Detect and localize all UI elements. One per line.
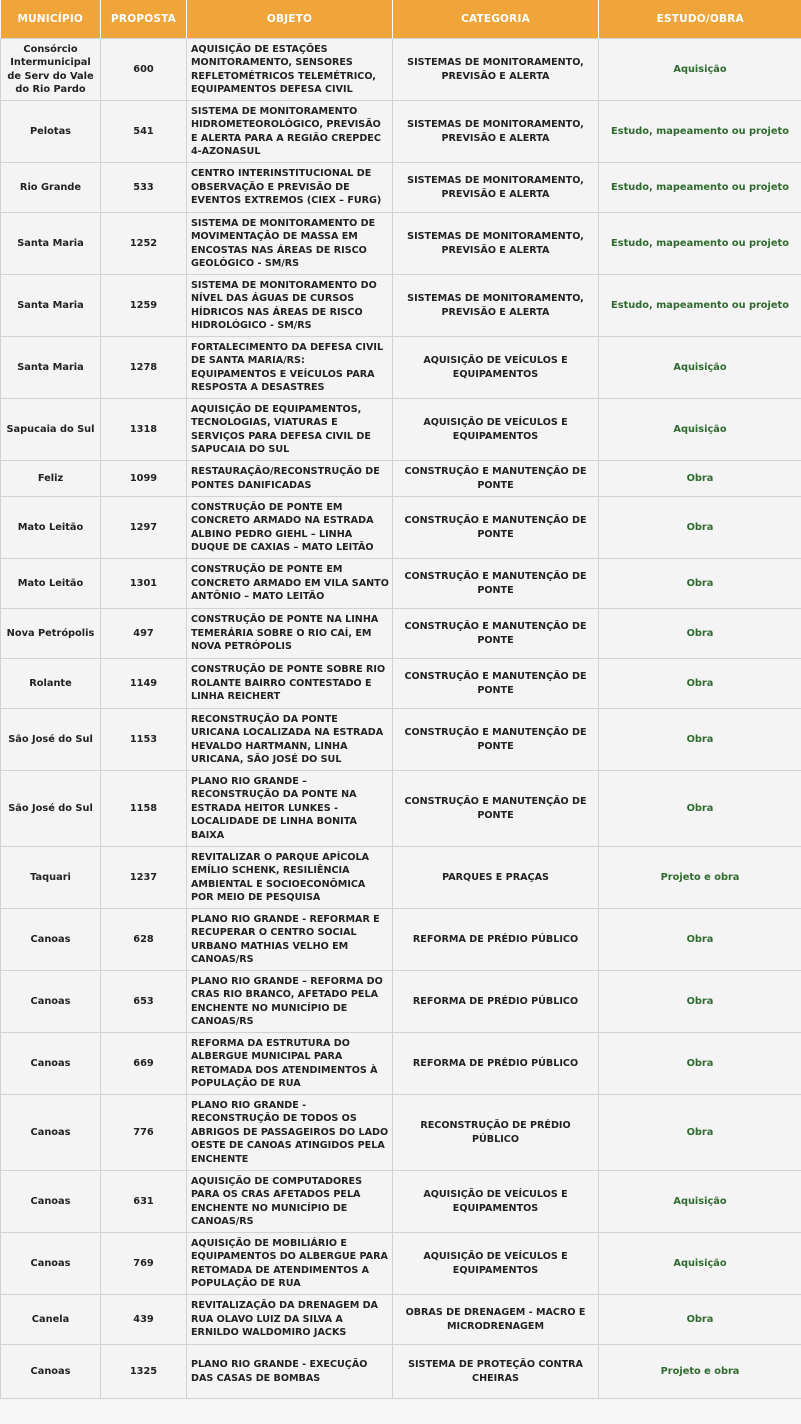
cell-estudo-obra: Estudo, mapeamento ou projeto: [599, 213, 801, 275]
cell-estudo-obra: Aquisição: [599, 1171, 801, 1233]
table-row: [1, 275, 801, 337]
table-row: [1, 1233, 801, 1295]
cell-categoria: REFORMA DE PRÉDIO PÚBLICO: [393, 909, 599, 971]
cell-categoria: REFORMA DE PRÉDIO PÚBLICO: [393, 1033, 599, 1095]
cell-objeto: REVITALIZAÇÃO DA DRENAGEM DA RUA OLAVO LUIZ DA SILVA A ERNILDO WALDOMIRO JACKS: [187, 1295, 393, 1345]
cell-categoria: SISTEMAS DE MONITORAMENTO, PREVISÃO E ALERTA: [393, 163, 599, 213]
cell-municipio: Taquari: [1, 847, 101, 909]
cell-estudo-obra: Obra: [599, 559, 801, 609]
header-objeto: OBJETO: [187, 0, 393, 39]
cell-municipio: Mato Leitão: [1, 497, 101, 559]
bottom-margin: [0, 1399, 801, 1419]
cell-proposta: 600: [101, 39, 187, 101]
cell-categoria: AQUISIÇÃO DE VEÍCULOS E EQUIPAMENTOS: [393, 1233, 599, 1295]
table-row: [1, 399, 801, 461]
cell-estudo-obra: Estudo, mapeamento ou projeto: [599, 163, 801, 213]
cell-estudo-obra: Aquisição: [599, 39, 801, 101]
header-categoria: CATEGORIA: [393, 0, 599, 39]
cell-objeto: SISTEMA DE MONITORAMENTO DE MOVIMENTAÇÃO DE MASSA EM ENCOSTAS NAS ÁREAS DE RISCO GEOLÓGICO - SM/RS: [187, 213, 393, 275]
cell-municipio: Canoas: [1, 1345, 101, 1399]
cell-proposta: 1158: [101, 771, 187, 847]
table-row: [1, 497, 801, 559]
cell-categoria: AQUISIÇÃO DE VEÍCULOS E EQUIPAMENTOS: [393, 337, 599, 399]
cell-municipio: Sapucaia do Sul: [1, 399, 101, 461]
cell-objeto: AQUISIÇÃO DE EQUIPAMENTOS, TECNOLOGIAS, VIATURAS E SERVIÇOS PARA DEFESA CIVIL DE SAPUCAIA DO SUL: [187, 399, 393, 461]
cell-objeto: FORTALECIMENTO DA DEFESA CIVIL DE SANTA MARIA/RS: EQUIPAMENTOS E VEÍCULOS PARA RESPOSTA A DESASTRES: [187, 337, 393, 399]
cell-categoria: CONSTRUÇÃO E MANUTENÇÃO DE PONTE: [393, 559, 599, 609]
cell-municipio: Santa Maria: [1, 337, 101, 399]
cell-categoria: CONSTRUÇÃO E MANUTENÇÃO DE PONTE: [393, 497, 599, 559]
cell-objeto: SISTEMA DE MONITORAMENTO HIDROMETEOROLÓGICO, PREVISÃO E ALERTA PARA A REGIÃO CREPDEC 4-AZONASUL: [187, 101, 393, 163]
cell-categoria: AQUISIÇÃO DE VEÍCULOS E EQUIPAMENTOS: [393, 1171, 599, 1233]
cell-municipio: Canela: [1, 1295, 101, 1345]
cell-municipio: Rolante: [1, 659, 101, 709]
cell-objeto: CONSTRUÇÃO DE PONTE NA LINHA TEMERÁRIA SOBRE O RIO CAÍ, EM NOVA PETRÓPOLIS: [187, 609, 393, 659]
cell-objeto: AQUISIÇÃO DE MOBILIÁRIO E EQUIPAMENTOS DO ALBERGUE PARA RETOMADA DE ATENDIMENTOS A POPULAÇÃO DE RUA: [187, 1233, 393, 1295]
cell-proposta: 769: [101, 1233, 187, 1295]
table-row: [1, 337, 801, 399]
cell-categoria: CONSTRUÇÃO E MANUTENÇÃO DE PONTE: [393, 659, 599, 709]
cell-municipio: Canoas: [1, 1171, 101, 1233]
cell-municipio: Canoas: [1, 909, 101, 971]
table-row: [1, 847, 801, 909]
cell-objeto: REFORMA DA ESTRUTURA DO ALBERGUE MUNICIPAL PARA RETOMADA DOS ATENDIMENTOS À POPULAÇÃO DE RUA: [187, 1033, 393, 1095]
cell-objeto: RESTAURAÇÃO/RECONSTRUÇÃO DE PONTES DANIFICADAS: [187, 461, 393, 497]
table-row: [1, 1295, 801, 1345]
cell-proposta: 1318: [101, 399, 187, 461]
cell-municipio: Santa Maria: [1, 275, 101, 337]
cell-objeto: CONSTRUÇÃO DE PONTE EM CONCRETO ARMADO NA ESTRADA ALBINO PEDRO GIEHL – LINHA DUQUE DE CAXIAS – MATO LEITÃO: [187, 497, 393, 559]
cell-objeto: RECONSTRUÇÃO DA PONTE URICANA LOCALIZADA NA ESTRADA HEVALDO HARTMANN, LINHA URICANA, SÃO JOSÉ DO SUL: [187, 709, 393, 771]
table-row: [1, 971, 801, 1033]
table-row: [1, 213, 801, 275]
header-estudo-obra: ESTUDO/OBRA: [599, 0, 801, 39]
table-row: [1, 39, 801, 101]
cell-estudo-obra: Obra: [599, 971, 801, 1033]
cell-estudo-obra: Obra: [599, 461, 801, 497]
table-row: [1, 771, 801, 847]
table-header-row: [1, 0, 801, 39]
cell-estudo-obra: Obra: [599, 909, 801, 971]
header-proposta: PROPOSTA: [101, 0, 187, 39]
cell-categoria: PARQUES E PRAÇAS: [393, 847, 599, 909]
cell-categoria: SISTEMAS DE MONITORAMENTO, PREVISÃO E ALERTA: [393, 275, 599, 337]
cell-estudo-obra: Obra: [599, 497, 801, 559]
cell-categoria: CONSTRUÇÃO E MANUTENÇÃO DE PONTE: [393, 771, 599, 847]
cell-objeto: SISTEMA DE MONITORAMENTO DO NÍVEL DAS ÁGUAS DE CURSOS HÍDRICOS NAS ÁREAS DE RISCO HIDROLÓGICO - SM/RS: [187, 275, 393, 337]
cell-categoria: SISTEMA DE PROTEÇÃO CONTRA CHEIRAS: [393, 1345, 599, 1399]
cell-municipio: Mato Leitão: [1, 559, 101, 609]
table-row: [1, 461, 801, 497]
cell-municipio: Canoas: [1, 1095, 101, 1171]
cell-proposta: 1259: [101, 275, 187, 337]
cell-estudo-obra: Obra: [599, 709, 801, 771]
cell-proposta: 1149: [101, 659, 187, 709]
cell-proposta: 1278: [101, 337, 187, 399]
cell-estudo-obra: Obra: [599, 771, 801, 847]
cell-municipio: Canoas: [1, 1233, 101, 1295]
cell-objeto: AQUISIÇÃO DE COMPUTADORES PARA OS CRAS AFETADOS PELA ENCHENTE NO MUNICÍPIO DE CANOAS/RS: [187, 1171, 393, 1233]
cell-objeto: CONSTRUÇÃO DE PONTE EM CONCRETO ARMADO EM VILA SANTO ANTÔNIO – MATO LEITÃO: [187, 559, 393, 609]
cell-proposta: 533: [101, 163, 187, 213]
table-row: [1, 559, 801, 609]
cell-estudo-obra: Obra: [599, 1295, 801, 1345]
cell-proposta: 1237: [101, 847, 187, 909]
table-row: [1, 1033, 801, 1095]
cell-categoria: CONSTRUÇÃO E MANUTENÇÃO DE PONTE: [393, 709, 599, 771]
cell-objeto: REVITALIZAR O PARQUE APÍCOLA EMÍLIO SCHENK, RESILIÊNCIA AMBIENTAL E SOCIOECONÔMICA POR MEIO DE PESQUISA: [187, 847, 393, 909]
table-row: [1, 163, 801, 213]
cell-proposta: 1252: [101, 213, 187, 275]
table-row: [1, 1171, 801, 1233]
cell-proposta: 1301: [101, 559, 187, 609]
table-row: [1, 909, 801, 971]
cell-estudo-obra: Projeto e obra: [599, 1345, 801, 1399]
cell-estudo-obra: Aquisição: [599, 1233, 801, 1295]
cell-estudo-obra: Obra: [599, 659, 801, 709]
cell-objeto: CONSTRUÇÃO DE PONTE SOBRE RIO ROLANTE BAIRRO CONTESTADO E LINHA REICHERT: [187, 659, 393, 709]
cell-estudo-obra: Obra: [599, 1095, 801, 1171]
cell-objeto: PLANO RIO GRANDE – REFORMA DO CRAS RIO BRANCO, AFETADO PELA ENCHENTE NO MUNICÍPIO DE CANOAS/RS: [187, 971, 393, 1033]
cell-municipio: Rio Grande: [1, 163, 101, 213]
cell-categoria: SISTEMAS DE MONITORAMENTO, PREVISÃO E ALERTA: [393, 39, 599, 101]
cell-objeto: PLANO RIO GRANDE - RECONSTRUÇÃO DE TODOS OS ABRIGOS DE PASSAGEIROS DO LADO OESTE DE CANOAS ATINGIDOS PELA ENCHENTE: [187, 1095, 393, 1171]
cell-municipio: Canoas: [1, 1033, 101, 1095]
cell-proposta: 776: [101, 1095, 187, 1171]
cell-proposta: 631: [101, 1171, 187, 1233]
cell-municipio: São José do Sul: [1, 771, 101, 847]
cell-proposta: 1153: [101, 709, 187, 771]
cell-categoria: OBRAS DE DRENAGEM - MACRO E MICRODRENAGEM: [393, 1295, 599, 1345]
cell-estudo-obra: Estudo, mapeamento ou projeto: [599, 275, 801, 337]
cell-categoria: RECONSTRUÇÃO DE PRÉDIO PÚBLICO: [393, 1095, 599, 1171]
table-row: [1, 659, 801, 709]
cell-municipio: Consórcio Intermunicipal de Serv do Vale do Rio Pardo: [1, 39, 101, 101]
cell-estudo-obra: Obra: [599, 609, 801, 659]
cell-estudo-obra: Projeto e obra: [599, 847, 801, 909]
header-municipio: MUNICÍPIO: [1, 0, 101, 39]
cell-municipio: Canoas: [1, 971, 101, 1033]
cell-categoria: AQUISIÇÃO DE VEÍCULOS E EQUIPAMENTOS: [393, 399, 599, 461]
table-row: [1, 1345, 801, 1399]
cell-proposta: 439: [101, 1295, 187, 1345]
cell-proposta: 653: [101, 971, 187, 1033]
cell-categoria: SISTEMAS DE MONITORAMENTO, PREVISÃO E ALERTA: [393, 101, 599, 163]
cell-categoria: CONSTRUÇÃO E MANUTENÇÃO DE PONTE: [393, 609, 599, 659]
cell-estudo-obra: Aquisição: [599, 399, 801, 461]
cell-estudo-obra: Obra: [599, 1033, 801, 1095]
table-row: [1, 101, 801, 163]
cell-objeto: AQUISIÇÃO DE ESTAÇÕES MONITORAMENTO, SENSORES REFLETOMÉTRICOS TELEMÉTRICO, EQUIPAMENTOS DEFESA CIVIL: [187, 39, 393, 101]
cell-proposta: 1099: [101, 461, 187, 497]
cell-categoria: SISTEMAS DE MONITORAMENTO, PREVISÃO E ALERTA: [393, 213, 599, 275]
cell-municipio: Santa Maria: [1, 213, 101, 275]
cell-municipio: Pelotas: [1, 101, 101, 163]
table-row: [1, 709, 801, 771]
cell-proposta: 1297: [101, 497, 187, 559]
cell-objeto: PLANO RIO GRANDE – RECONSTRUÇÃO DA PONTE NA ESTRADA HEITOR LUNKES - LOCALIDADE DE LINHA BONITA BAIXA: [187, 771, 393, 847]
table-row: [1, 1095, 801, 1171]
cell-municipio: São José do Sul: [1, 709, 101, 771]
cell-proposta: 541: [101, 101, 187, 163]
cell-municipio: Feliz: [1, 461, 101, 497]
cell-proposta: 497: [101, 609, 187, 659]
table-row: [1, 609, 801, 659]
cell-objeto: CENTRO INTERINSTITUCIONAL DE OBSERVAÇÃO E PREVISÃO DE EVENTOS EXTREMOS (CIEX – FURG): [187, 163, 393, 213]
cell-objeto: PLANO RIO GRANDE - EXECUÇÃO DAS CASAS DE BOMBAS: [187, 1345, 393, 1399]
cell-estudo-obra: Estudo, mapeamento ou projeto: [599, 101, 801, 163]
cell-categoria: CONSTRUÇÃO E MANUTENÇÃO DE PONTE: [393, 461, 599, 497]
cell-objeto: PLANO RIO GRANDE - REFORMAR E RECUPERAR O CENTRO SOCIAL URBANO MATHIAS VELHO EM CANOAS/RS: [187, 909, 393, 971]
cell-municipio: Nova Petrópolis: [1, 609, 101, 659]
cell-categoria: REFORMA DE PRÉDIO PÚBLICO: [393, 971, 599, 1033]
cell-proposta: 628: [101, 909, 187, 971]
cell-proposta: 669: [101, 1033, 187, 1095]
cell-estudo-obra: Aquisição: [599, 337, 801, 399]
cell-proposta: 1325: [101, 1345, 187, 1399]
